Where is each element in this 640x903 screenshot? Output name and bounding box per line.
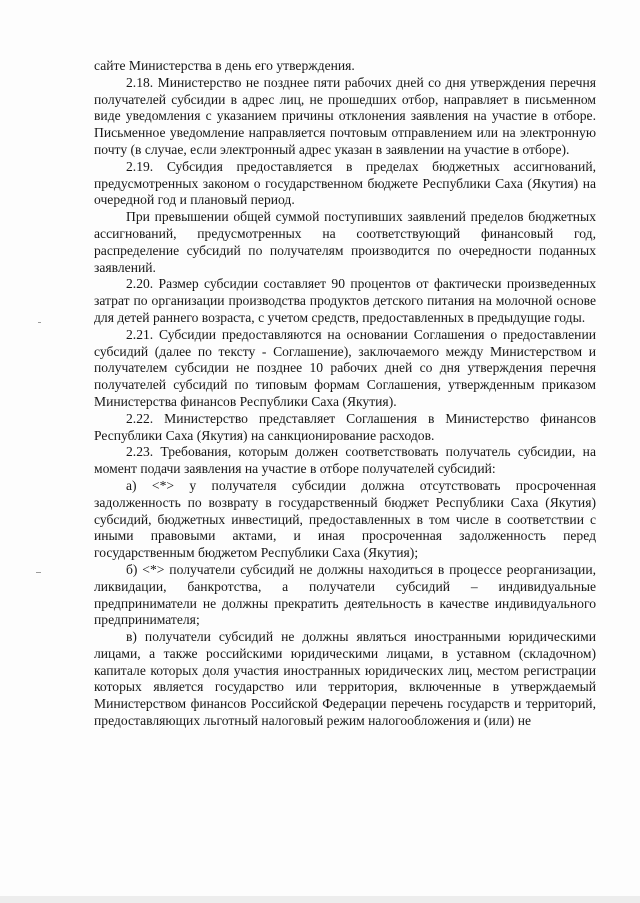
scan-bottom-edge (0, 896, 640, 903)
paragraph-item-a: а) <*> у получателя субсидии должна отсутствовать просроченная задолженность по возврату в государственный бюджет Республики Саха (Якутия) субсидий, бюджетных инвестиций, предоставленных в том числе в соответствии с иными правовыми актами, и иная просроченная задолженность перед государственным бюджетом Республики Саха (Якутия); (94, 477, 596, 561)
paragraph-2-22: 2.22. Министерство представляет Соглашения в Министерство финансов Республики Саха (Якутия) на санкционирование расходов. (94, 410, 596, 443)
paragraph-2-21: 2.21. Субсидии предоставляются на основании Соглашения о предоставлении субсидий (далее по тексту - Соглашение), заключаемого между Министерством и получателем субсидии не позднее 10 рабочих дней со дня утверждения перечня получателей субсидий по типовым формам Соглашения, утвержденным приказом Министерства финансов Республики Саха (Якутия). (94, 326, 596, 409)
paragraph-2-20: 2.20. Размер субсидии составляет 90 процентов от фактически произведенных затрат по организации производства продуктов детского питания на молочной основе для детей раннего возраста, с учетом средств, предоставленных в предыдущие годы. (94, 276, 596, 325)
paragraph-2-19: 2.19. Субсидия предоставляется в пределах бюджетных ассигнований, предусмотренных законом о государственном бюджете Республики Саха (Якутия) на очередной год и плановый период. (94, 158, 596, 208)
paragraph-continuation: сайте Министерства в день его утверждения. (94, 58, 355, 73)
paragraph-2-23: 2.23. Требования, которым должен соответствовать получатель субсидии, на момент подачи заявления на участие в отборе получателей субсидий: (94, 444, 596, 477)
margin-mark (38, 322, 41, 323)
document-body (94, 58, 596, 730)
paragraph-excess: При превышении общей суммой поступивших заявлений пределов бюджетных ассигнований, предусмотренных на соответствующий финансовый год, распределение субсидий по получателям производится по очередности поданных заявлений. (94, 209, 596, 275)
paragraph-item-b: б) <*> получатели субсидий не должны находиться в процессе реорганизации, ликвидации, банкротства, а получатели субсидий – индивидуальные предприниматели не должны прекратить деятельность в качестве индивидуального предпринимателя; (94, 561, 596, 628)
paragraph-item-v: в) получатели субсидий не должны являться иностранными юридическими лицами, а также российскими юридическими лицами, в уставном (складочном) капитале которых доля участия иностранных юридических лиц, местом регистрации которых является государство или территория, включенные в утверждаемый Министерством финансов Российской Федерации перечень государств и территорий, предоставляющих льготный налоговый режим налогообложения и (или) не (94, 629, 596, 729)
margin-mark (36, 572, 41, 573)
paragraph-2-18: 2.18. Министерство не позднее пяти рабочих дней со дня утверждения перечня получателей субсидии в адрес лиц, не прошедших отбор, направляет в письменном виде уведомления с указанием причины отклонения заявления на участие в отборе. Письменное уведомление направляется почтовым отправлением или на электронную почту (в случае, если электронный адрес указан в заявлении на участие в отборе). (94, 74, 596, 157)
